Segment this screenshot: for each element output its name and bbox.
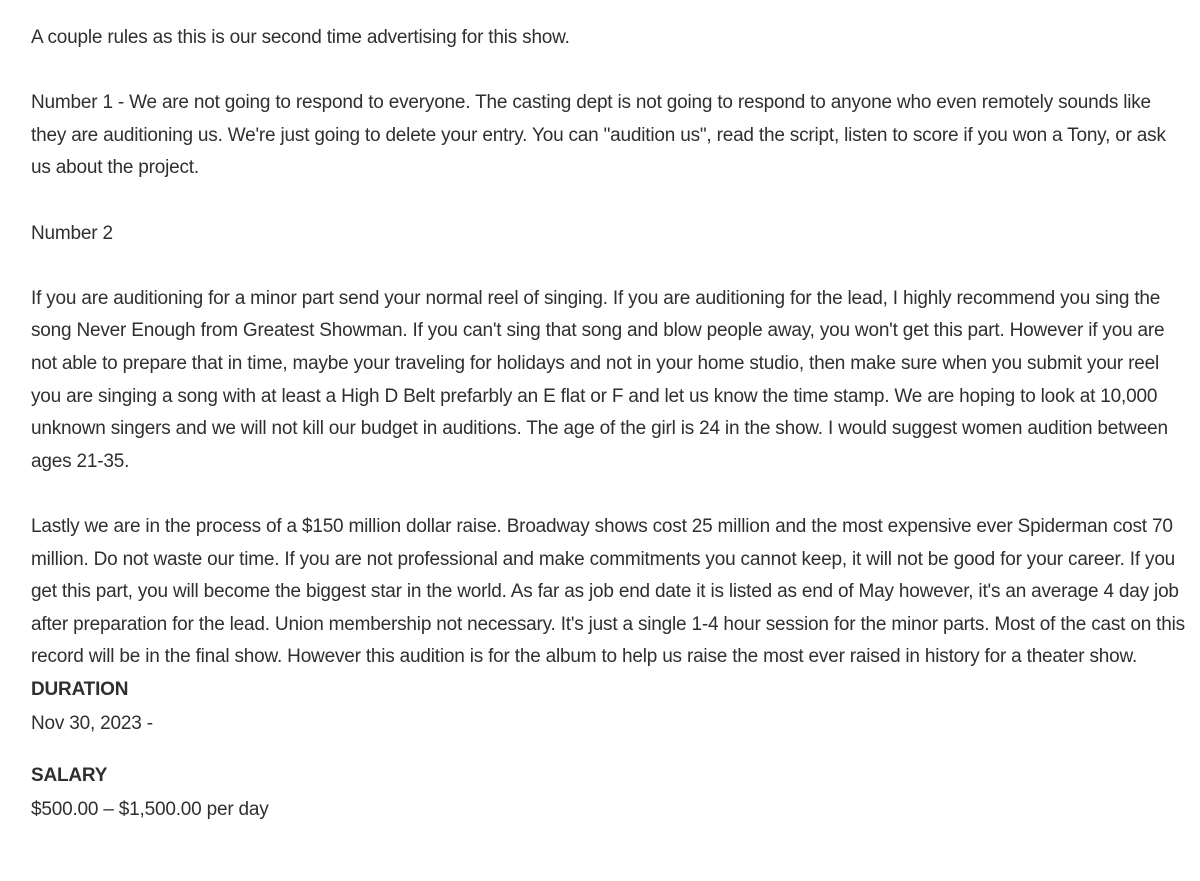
salary-label: SALARY bbox=[31, 764, 108, 786]
closing-paragraph: Lastly we are in the process of a $150 million dollar raise. Broadway shows cost 25 million and the most expensive ever Spiderman cost 70 million. Do not waste our time. If you are not professional and make commitments you cannot keep, it will not be good for your career. If you get this part, you will become the biggest star in the world. As far as job end date it is listed as end of May however, it's an average 4 day job after preparation for the lead. Union membership not necessary. It's just a single 1-4 hour session for the minor parts. Most of the cast on this record will be in the final show. However this audition is for the album to help us raise the most ever raised in history for a theater show. bbox=[31, 515, 1185, 668]
rule-one-paragraph: Number 1 - We are not going to respond to everyone. The casting dept is not going to respond to anyone who even remotely sounds like they are auditioning us. We're just going to delete your entry. You can "audition us", read the script, listen to score if you won a Tony, or ask us about the project. bbox=[31, 92, 1166, 179]
job-description bbox=[31, 22, 1186, 828]
duration-section bbox=[31, 674, 1186, 742]
intro-paragraph: A couple rules as this is our second time advertising for this show. bbox=[31, 27, 570, 48]
rule-two-paragraph: If you are auditioning for a minor part send your normal reel of singing. If you are auditioning for the lead, I highly recommend you sing the song Never Enough from Greatest Showman. If you can't sing that song and blow people away, you won't get this part. However if you are not able to prepare that in time, maybe your traveling for holidays and not in your home studio, then make sure when you submit your reel you are singing a song with at least a High D Belt prefarbly an E flat or F and let us know the time stamp. We are hoping to look at 10,000 unknown singers and we will not kill our budget in auditions. The age of the girl is 24 in the show. I would suggest women audition between ages 21-35. bbox=[31, 287, 1168, 472]
duration-label: DURATION bbox=[31, 678, 129, 700]
salary-value: $500.00 – $1,500.00 per day bbox=[31, 798, 269, 820]
duration-value: Nov 30, 2023 - bbox=[31, 712, 153, 734]
salary-section bbox=[31, 760, 1186, 828]
rule-two-heading: Number 2 bbox=[31, 222, 113, 244]
